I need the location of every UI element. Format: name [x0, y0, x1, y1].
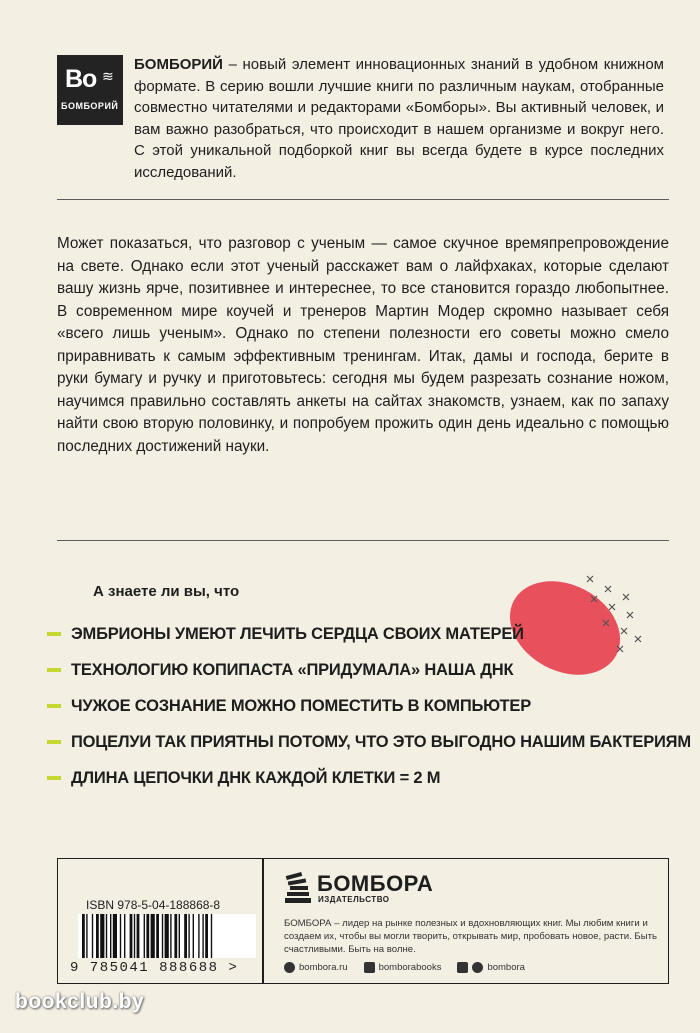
- logo-mark: Bo: [65, 65, 97, 93]
- social-video-label: bombora: [487, 962, 525, 973]
- barcode-icon: [78, 914, 256, 958]
- barcode-area: [60, 860, 260, 982]
- logo-waves-icon: ≋: [102, 68, 114, 84]
- fact-bullet-icon: [47, 668, 61, 672]
- fact-text: ТЕХНОЛОГИЮ КОПИПАСТА «ПРИДУМАЛА» НАША ДНК: [71, 660, 514, 679]
- fact-bullet-icon: [47, 704, 61, 708]
- social-site[interactable]: [284, 962, 348, 973]
- facts-list: [47, 616, 691, 796]
- fact-item: [47, 760, 691, 796]
- series-intro-text: – новый элемент инновационных знаний в удобном книжном формате. В серию вошли лучшие книги по различным наукам, отобранные совместно читателями и редакторами «Бомборы». Вы активный человек, и вам важно разобраться, что происходит в нашем организме и вокруг него. С этой уникальной подборкой книг вы всегда будете в курсе последних исследований.: [134, 56, 664, 181]
- publisher-tag: ИЗДАТЕЛЬСТВО: [318, 895, 390, 904]
- fact-text: ЭМБРИОНЫ УМЕЮТ ЛЕЧИТЬ СЕРДЦА СВОИХ МАТЕРЕЙ: [71, 624, 524, 643]
- social-vk-label: bomborabooks: [378, 962, 442, 973]
- fact-item: [47, 688, 691, 724]
- globe-icon: [284, 962, 295, 973]
- social-vk[interactable]: [364, 962, 442, 973]
- fact-text: ДЛИНА ЦЕПОЧКИ ДНК КАЖДОЙ КЛЕТКИ = 2 М: [71, 768, 441, 787]
- social-links: [284, 962, 525, 973]
- publisher-name: БОМБОРА: [317, 871, 434, 896]
- isbn-text: ISBN 978-5-04-188868-8: [86, 898, 221, 912]
- logo-caption: БОМБОРИЙ: [61, 101, 119, 111]
- social-site-label: bombora.ru: [299, 962, 348, 973]
- fact-bullet-icon: [47, 740, 61, 744]
- footer-divider: [262, 858, 264, 984]
- bombory-logo: [57, 55, 123, 125]
- publisher-text: БОМБОРА – лидер на рынке полезных и вдохновляющих книг. Мы любим книги и создаем их, чтобы вы могли творить, открывать мир, пробовать новое, расти. Быть счастливыми. Быть на волне.: [284, 918, 658, 955]
- youtube-icon: [457, 962, 468, 973]
- fact-bullet-icon: [47, 776, 61, 780]
- vk-icon: [364, 962, 375, 973]
- social-video[interactable]: [457, 962, 525, 973]
- description-text: Может показаться, что разговор с ученым — самое скучное времяпрепровождение на свете. Однако если этот ученый расскажет вам о лайфхаках, которые сделают вашу жизнь ярче, позитивнее и интереснее, то все становится гораздо любопытнее. В современном мире коучей и тренеров Мартин Модер скромно называет себя «всего лишь ученым». Однако по степени полезности его советы можно смело приравнивать к самым эффективным тренингам. Итак, дамы и господа, берите в руки бумагу и ручку и приготовьтесь: сегодня мы будем разрезать сознание ножом, научимся правильно составлять анкеты на сайтах знакомств, узнаем, как по запаху найти свою вторую половинку, и попробуем прожить один день идеально с помощью последних достижений науки.: [57, 235, 669, 455]
- fact-item: [47, 652, 691, 688]
- bombora-bomb-icon: [284, 870, 312, 906]
- book-description: [57, 233, 669, 458]
- telegram-icon: [472, 962, 483, 973]
- facts-title: А знаете ли вы, что: [93, 583, 240, 600]
- divider-top: [57, 199, 669, 200]
- fact-text: ПОЦЕЛУИ ТАК ПРИЯТНЫ ПОТОМУ, ЧТО ЭТО ВЫГОДНО НАШИМ БАКТЕРИЯМ: [71, 732, 691, 751]
- barcode-digits: 9 785041 888688 >: [70, 960, 239, 976]
- fact-item: [47, 724, 691, 760]
- fact-item: [47, 616, 691, 652]
- series-intro: [134, 54, 664, 183]
- fact-bullet-icon: [47, 632, 61, 636]
- series-brand: БОМБОРИЙ: [134, 56, 223, 73]
- fact-text: ЧУЖОЕ СОЗНАНИЕ МОЖНО ПОМЕСТИТЬ В КОМПЬЮТЕР: [71, 696, 532, 715]
- watermark: bookclub.by: [15, 990, 145, 1013]
- divider-middle: [57, 540, 669, 541]
